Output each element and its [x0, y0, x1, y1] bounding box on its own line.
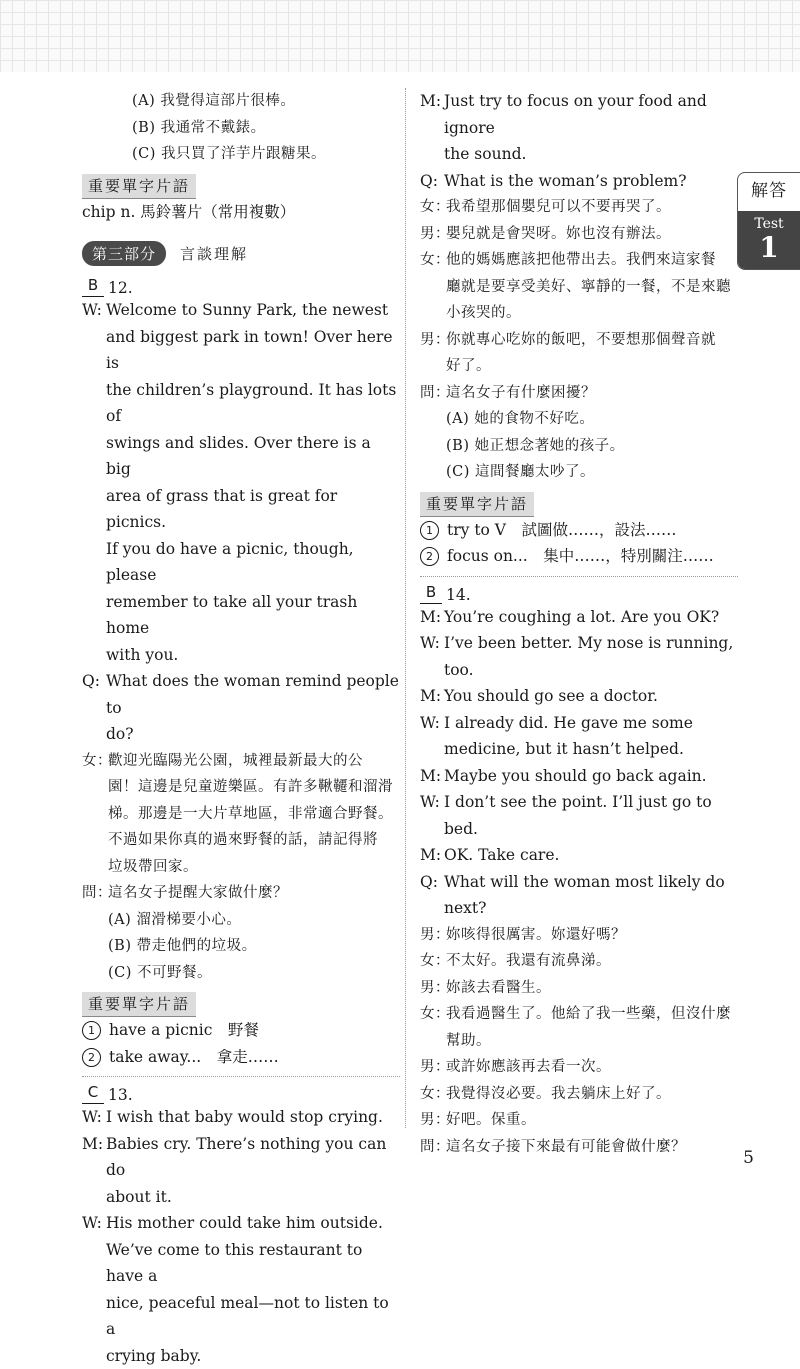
speaker-label: 女： — [420, 1001, 446, 1054]
translation-turn — [82, 748, 400, 881]
speaker-label: 男： — [420, 327, 446, 380]
speaker-label: Q: — [420, 168, 444, 195]
translation-turn — [420, 380, 738, 407]
dialogue-turn — [82, 297, 400, 668]
dialogue-line: What does the woman remind people to — [106, 668, 400, 721]
dialogue-turn — [82, 1104, 400, 1131]
speaker-label: 女： — [420, 247, 446, 327]
translation-turn — [82, 880, 400, 907]
tab-test-label: Test — [738, 215, 800, 233]
option-a: (A) 她的食物不好吃。 — [420, 406, 738, 433]
translation-line: 這名女子有什麼困擾？ — [446, 380, 738, 407]
dialogue-line: If you do have a picnic, though, please — [106, 536, 400, 589]
question-number: 14. — [446, 586, 471, 604]
speaker-label: W: — [420, 630, 444, 683]
translation-line: 幫助。 — [446, 1028, 738, 1055]
translation-line: 妳咳得很厲害。妳還好嗎？ — [446, 922, 738, 949]
option-b: (B) 我通常不戴錶。 — [82, 115, 400, 142]
translation-line: 不過如果你真的過來野餐的話，請記得將 — [108, 827, 400, 854]
dialogue-turn — [420, 683, 738, 710]
dialogue-line: too. — [444, 657, 738, 684]
dialogue-line: Maybe you should go back again. — [444, 763, 738, 790]
column-divider — [405, 88, 406, 1128]
speaker-label: 男： — [420, 975, 446, 1002]
speaker-label: Q: — [82, 668, 106, 748]
translation-line: 廳就是要享受美好、寧靜的一餐，不是來聽 — [446, 274, 738, 301]
question-number-12 — [82, 274, 400, 297]
translation-line: 我看過醫生了。他給了我一些藥，但沒什麼 — [446, 1001, 738, 1028]
speaker-label: W: — [82, 297, 106, 668]
speaker-label: 男： — [420, 1054, 446, 1081]
speaker-label: 女： — [82, 748, 108, 881]
dialogue-line: next? — [444, 895, 738, 922]
dotted-separator — [420, 576, 738, 577]
dialogue-line: We’ve come to this restaurant to have a — [106, 1237, 400, 1290]
translation-line: 這名女子提醒大家做什麼？ — [108, 880, 400, 907]
dialogue-line: area of grass that is great for picnics. — [106, 483, 400, 536]
dialogue-line: His mother could take him outside. — [106, 1210, 400, 1237]
left-column — [82, 88, 400, 1369]
tab-test-block — [738, 211, 800, 269]
translation-line: 不太好。我還有流鼻涕。 — [446, 948, 738, 975]
translation-turn — [420, 1054, 738, 1081]
answer-key: B — [420, 581, 442, 604]
vocab-text: focus on... 集中……，特別關注…… — [447, 543, 714, 570]
dialogue-line: OK. Take care. — [444, 842, 738, 869]
translation-line: 垃圾帶回家。 — [108, 854, 400, 881]
dialogue-line: Babies cry. There’s nothing you can do — [106, 1131, 400, 1184]
translation-line: 小孩哭的。 — [446, 300, 738, 327]
translation-turn — [420, 1107, 738, 1134]
circled-number: 1 — [420, 521, 439, 540]
dialogue-line: medicine, but it hasn’t helped. — [444, 736, 738, 763]
section-badge: 第三部分 — [82, 241, 166, 266]
speaker-label: W: — [82, 1104, 106, 1131]
speaker-label: 問： — [420, 380, 446, 407]
translation-line: 好吧。保重。 — [446, 1107, 738, 1134]
dialogue-turn — [420, 88, 738, 168]
speaker-label: 男： — [420, 922, 446, 949]
vocab-text: try to V 試圖做……，設法…… — [447, 517, 677, 544]
answer-key: B — [82, 274, 104, 297]
dialogue-turn — [420, 604, 738, 631]
option-c: (C) 我只買了洋芋片跟糖果。 — [82, 141, 400, 168]
dialogue-line: I’ve been better. My nose is running, — [444, 630, 738, 657]
dotted-separator — [82, 1076, 400, 1077]
vocab-heading: 重要單字片語 — [420, 492, 534, 517]
dialogue-line: swings and slides. Over there is a big — [106, 430, 400, 483]
option-b: (B) 帶走他們的垃圾。 — [82, 933, 400, 960]
speaker-label: W: — [82, 1210, 106, 1369]
translation-line: 歡迎光臨陽光公園，城裡最新最大的公 — [108, 748, 400, 775]
translation-turn — [420, 975, 738, 1002]
speaker-label: 問： — [420, 1134, 446, 1161]
speaker-label: 男： — [420, 221, 446, 248]
vocab-item — [420, 543, 738, 570]
circled-number: 1 — [82, 1021, 101, 1040]
tab-label: 解答 — [738, 173, 800, 211]
speaker-label: 女： — [420, 948, 446, 975]
option-c: (C) 這間餐廳太吵了。 — [420, 459, 738, 486]
translation-turn — [420, 1001, 738, 1054]
answer-key: C — [82, 1081, 104, 1104]
translation-line: 嬰兒就是會哭呀。妳也沒有辦法。 — [446, 221, 738, 248]
dialogue-line: I already did. He gave me some — [444, 710, 738, 737]
speaker-label: Q: — [420, 869, 444, 922]
question-number: 13. — [108, 1086, 133, 1104]
vocab-item — [82, 1017, 400, 1044]
translation-line: 梯。那邊是一大片草地區，非常適合野餐。 — [108, 801, 400, 828]
translation-turn — [420, 247, 738, 327]
translation-turn — [420, 922, 738, 949]
dialogue-turn — [82, 668, 400, 748]
translation-turn — [420, 1081, 738, 1108]
speaker-label: M: — [420, 88, 444, 168]
vocab-heading: 重要單字片語 — [82, 174, 196, 199]
dialogue-line: remember to take all your trash home — [106, 589, 400, 642]
translation-turn — [420, 1134, 738, 1161]
option-b: (B) 她正想念著她的孩子。 — [420, 433, 738, 460]
translation-line: 我覺得沒必要。我去躺床上好了。 — [446, 1081, 738, 1108]
answer-section-tab — [737, 172, 800, 270]
dialogue-turn — [420, 168, 738, 195]
vocab-item: chip n. 馬鈴薯片（常用複數） — [82, 199, 400, 226]
dialogue-line: about it. — [106, 1184, 400, 1211]
question-number-14 — [420, 581, 738, 604]
dialogue-line: nice, peaceful meal—not to listen to a — [106, 1290, 400, 1343]
dialogue-line: What is the woman’s problem? — [444, 168, 738, 195]
tab-test-number: 1 — [738, 233, 800, 263]
dialogue-line: You should go see a doctor. — [444, 683, 738, 710]
circled-number: 2 — [420, 547, 439, 566]
translation-line: 園！這邊是兒童遊樂區。有許多鞦韆和溜滑 — [108, 774, 400, 801]
speaker-label: 女： — [420, 194, 446, 221]
dialogue-line: I wish that baby would stop crying. — [106, 1104, 400, 1131]
dialogue-line: What will the woman most likely do — [444, 869, 738, 896]
speaker-label: M: — [420, 842, 444, 869]
dialogue-line: do? — [106, 721, 400, 748]
header-grid-band — [0, 0, 800, 72]
dialogue-turn — [420, 710, 738, 763]
translation-turn — [420, 194, 738, 221]
dialogue-turn — [420, 842, 738, 869]
dialogue-line: crying baby. — [106, 1343, 400, 1369]
question-number-13 — [82, 1081, 400, 1104]
vocab-item — [82, 1044, 400, 1071]
speaker-label: M: — [420, 763, 444, 790]
translation-line: 這名女子接下來最有可能會做什麼？ — [446, 1134, 738, 1161]
speaker-label: M: — [82, 1131, 106, 1211]
dialogue-turn — [420, 763, 738, 790]
translation-line: 他的媽媽應該把他帶出去。我們來這家餐 — [446, 247, 738, 274]
translation-turn — [420, 221, 738, 248]
dialogue-turn — [420, 789, 738, 842]
option-a: (A) 我覺得這部片很棒。 — [82, 88, 400, 115]
section-title: 言談理解 — [180, 243, 248, 264]
dialogue-line: with you. — [106, 642, 400, 669]
option-c: (C) 不可野餐。 — [82, 960, 400, 987]
speaker-label: 女： — [420, 1081, 446, 1108]
dialogue-line: Just try to focus on your food and ignore — [444, 88, 738, 141]
right-column — [420, 88, 738, 1160]
speaker-label: W: — [420, 789, 444, 842]
translation-line: 好了。 — [446, 353, 738, 380]
vocab-text: have a picnic 野餐 — [109, 1017, 259, 1044]
vocab-text: take away... 拿走…… — [109, 1044, 279, 1071]
dialogue-turn — [82, 1210, 400, 1369]
translation-line: 妳該去看醫生。 — [446, 975, 738, 1002]
dialogue-turn — [82, 1131, 400, 1211]
circled-number: 2 — [82, 1048, 101, 1067]
speaker-label: M: — [420, 604, 444, 631]
translation-line: 或許妳應該再去看一次。 — [446, 1054, 738, 1081]
speaker-label: 問： — [82, 880, 108, 907]
dialogue-line: Welcome to Sunny Park, the newest — [106, 297, 400, 324]
dialogue-line: You’re coughing a lot. Are you OK? — [444, 604, 738, 631]
translation-line: 你就專心吃妳的飯吧，不要想那個聲音就 — [446, 327, 738, 354]
section-header — [82, 241, 400, 266]
dialogue-turn — [420, 630, 738, 683]
page-number: 5 — [743, 1148, 754, 1168]
speaker-label: 男： — [420, 1107, 446, 1134]
dialogue-line: the sound. — [444, 141, 738, 168]
vocab-item — [420, 517, 738, 544]
speaker-label: M: — [420, 683, 444, 710]
dialogue-turn — [420, 869, 738, 922]
question-number: 12. — [108, 279, 133, 297]
dialogue-line: the children’s playground. It has lots of — [106, 377, 400, 430]
translation-line: 我希望那個嬰兒可以不要再哭了。 — [446, 194, 738, 221]
dialogue-line: and biggest park in town! Over here is — [106, 324, 400, 377]
translation-turn — [420, 948, 738, 975]
option-a: (A) 溜滑梯要小心。 — [82, 907, 400, 934]
speaker-label: W: — [420, 710, 444, 763]
dialogue-line: I don’t see the point. I’ll just go to bed. — [444, 789, 738, 842]
translation-turn — [420, 327, 738, 380]
vocab-heading: 重要單字片語 — [82, 992, 196, 1017]
